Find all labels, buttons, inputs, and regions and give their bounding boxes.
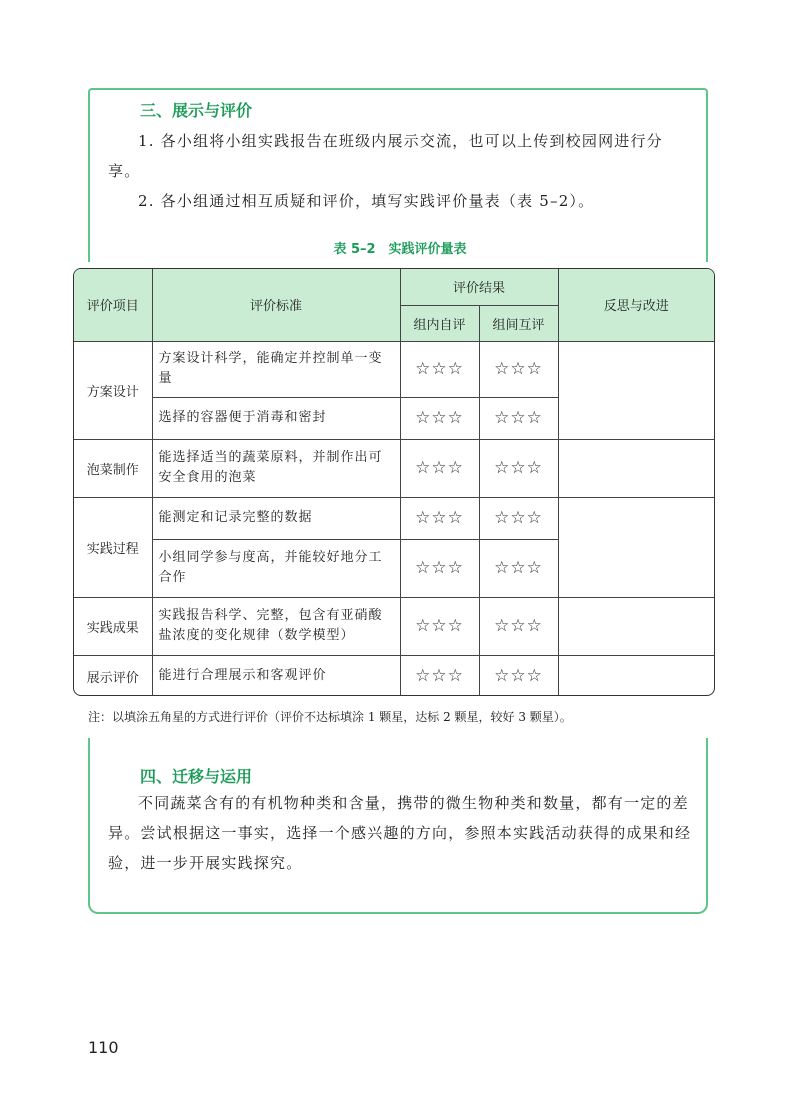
- header-result: 评价结果: [400, 269, 558, 305]
- table-row: [74, 655, 714, 696]
- table-note: 注：以填涂五角星的方式进行评价（评价不达标填涂 1 颗星，达标 2 颗星，较好 3 颗星）。: [88, 710, 572, 724]
- self-star-rating[interactable]: ☆☆☆: [400, 397, 479, 439]
- table-row: [74, 341, 714, 397]
- peer-star-rating[interactable]: ☆☆☆: [479, 497, 558, 539]
- peer-star-rating[interactable]: ☆☆☆: [479, 597, 558, 655]
- row-item: 方案设计: [74, 341, 152, 439]
- self-star-rating[interactable]: ☆☆☆: [400, 539, 479, 597]
- reflection-cell[interactable]: [558, 497, 714, 597]
- row-criteria: 实践报告科学、完整，包含有亚硝酸盐浓度的变化规律（数学模型）: [152, 597, 400, 655]
- row-criteria: 能进行合理展示和客观评价: [152, 655, 400, 696]
- reflection-cell[interactable]: [558, 341, 714, 439]
- reflection-cell[interactable]: [558, 655, 714, 696]
- table-row: [74, 597, 714, 655]
- row-item: 实践过程: [74, 497, 152, 597]
- page-number: 110: [88, 1038, 119, 1057]
- row-item: 展示评价: [74, 655, 152, 696]
- row-item: 泡菜制作: [74, 439, 152, 497]
- header-self: 组内自评: [400, 305, 479, 341]
- row-criteria: 方案设计科学，能确定并控制单一变量: [152, 341, 400, 397]
- table-row: [74, 439, 714, 497]
- reflection-cell[interactable]: [558, 597, 714, 655]
- reflection-cell[interactable]: [558, 439, 714, 497]
- table-caption: 表 5–2 实践评价量表: [333, 242, 467, 257]
- row-criteria: 小组同学参与度高，并能较好地分工合作: [152, 539, 400, 597]
- section3-paragraph-1: 1. 各小组将小组实践报告在班级内展示交流，也可以上传到校园网进行分享。: [108, 132, 663, 180]
- section4-heading: 四、迁移与运用: [140, 767, 253, 786]
- row-criteria: 能测定和记录完整的数据: [152, 497, 400, 539]
- peer-star-rating[interactable]: ☆☆☆: [479, 439, 558, 497]
- evaluation-table: [73, 268, 715, 696]
- section3-paragraph-2: 2. 各小组通过相互质疑和评价，填写实践评价量表（表 5–2）。: [138, 192, 595, 210]
- section3-heading: 三、展示与评价: [140, 101, 253, 120]
- peer-star-rating[interactable]: ☆☆☆: [479, 397, 558, 439]
- self-star-rating[interactable]: ☆☆☆: [400, 439, 479, 497]
- peer-star-rating[interactable]: ☆☆☆: [479, 539, 558, 597]
- self-star-rating[interactable]: ☆☆☆: [400, 341, 479, 397]
- peer-star-rating[interactable]: ☆☆☆: [479, 341, 558, 397]
- header-peer: 组间互评: [479, 305, 558, 341]
- row-item: 实践成果: [74, 597, 152, 655]
- section4-paragraph: 不同蔬菜含有的有机物种类和含量，携带的微生物种类和数量，都有一定的差异。尝试根据这一事实，选择一个感兴趣的方向，参照本实践活动获得的成果和经验，进一步开展实践探究。: [108, 794, 692, 872]
- header-item: 评价项目: [74, 269, 152, 341]
- table-row: [74, 497, 714, 539]
- row-criteria: 选择的容器便于消毒和密封: [152, 397, 400, 439]
- peer-star-rating[interactable]: ☆☆☆: [479, 655, 558, 696]
- row-criteria: 能选择适当的蔬菜原料，并制作出可安全食用的泡菜: [152, 439, 400, 497]
- self-star-rating[interactable]: ☆☆☆: [400, 655, 479, 696]
- header-reflection: 反思与改进: [558, 269, 714, 341]
- self-star-rating[interactable]: ☆☆☆: [400, 597, 479, 655]
- header-criteria: 评价标准: [152, 269, 400, 341]
- self-star-rating[interactable]: ☆☆☆: [400, 497, 479, 539]
